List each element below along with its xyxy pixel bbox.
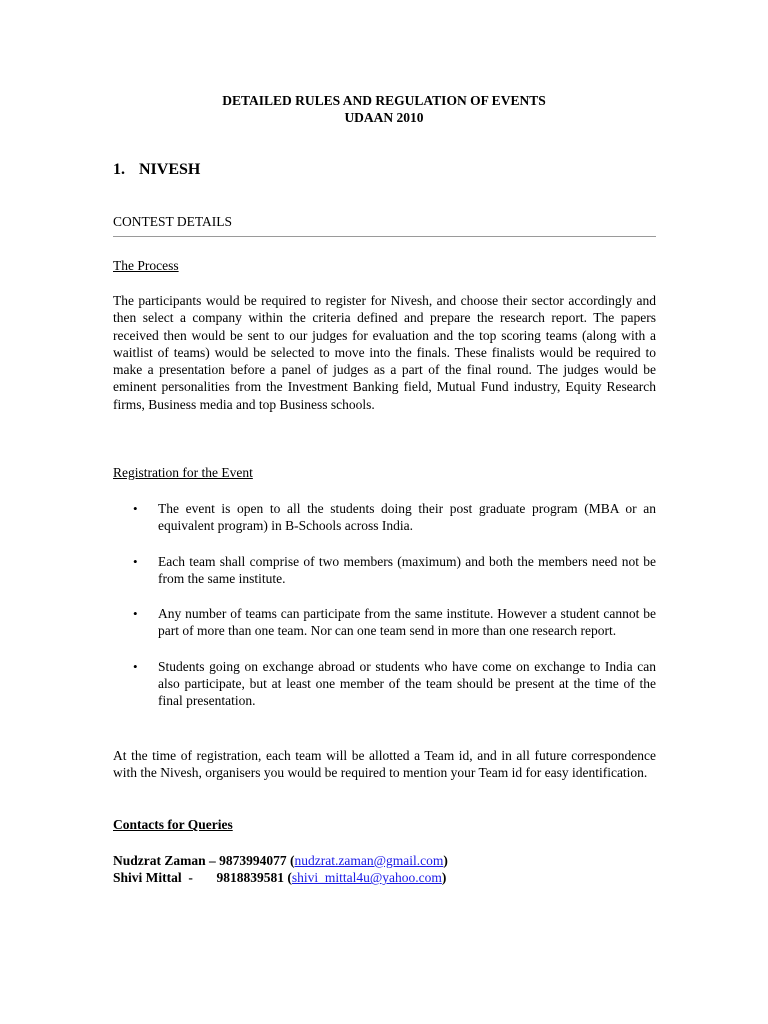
contest-details-header [113, 214, 656, 237]
contacts-block [113, 852, 448, 887]
section-heading [113, 161, 200, 179]
bullet-icon: • [133, 553, 138, 569]
title-line-1: DETAILED RULES AND REGULATION OF EVENTS [222, 93, 546, 108]
contact-suffix: ) [443, 853, 448, 868]
process-heading: The Process [113, 258, 179, 273]
rule-text: Any number of teams can participate from the same institute. However a student cannot be part of more than one team. Nor can one team send in more than one research report. [158, 606, 656, 639]
registration-rules-list [113, 500, 656, 728]
list-item [113, 605, 656, 640]
contest-details-label: CONTEST DETAILS [113, 214, 656, 237]
contact-suffix: ) [441, 870, 447, 886]
document-title [0, 92, 768, 126]
section-name: NIVESH [139, 161, 201, 178]
rule-text: Students going on exchange abroad or students who have come on exchange to India can also participate, but at least one member of the team should be present at the time of the final presentation. [158, 658, 656, 709]
rule-text: The event is open to all the students doing their post graduate program (MBA or an equivalent program) in B-Schools across India. [158, 501, 656, 534]
registration-closing-paragraph: At the time of registration, each team will be allotted a Team id, and in all future correspondence with the Nivesh, organisers you would be required to mention your Team id for easy identification. [113, 748, 656, 781]
title-line-2: UDAAN 2010 [344, 110, 424, 125]
registration-heading: Registration for the Event [113, 465, 253, 480]
contact-line [113, 852, 448, 869]
bullet-icon: • [133, 606, 138, 622]
bullet-icon: • [133, 501, 138, 516]
contact-line [113, 869, 448, 886]
list-item [113, 658, 656, 710]
queries-heading: Contacts for Queries [113, 817, 233, 832]
list-item [113, 553, 656, 588]
email-link[interactable]: shivi_mittal4u@yahoo.com [291, 870, 442, 886]
process-paragraph: The participants would be required to register for Nivesh, and choose their sector accordingly and then select a company within the criteria defined and prepare the research report. The papers received then would be sent to our judges for evaluation and the top scoring teams (along with a waitlist of teams) would be selected to move into the finals. These finalists would be required to make a presentation before a panel of judges as a part of the final round. The judges would be eminent personalities from the Investment Banking field, Mutual Fund industry, Equity Research firms, Business media and top Business schools. [113, 293, 656, 412]
section-number: 1. [113, 161, 125, 178]
email-link[interactable]: nudzrat.zaman@gmail.com [294, 853, 444, 868]
bullet-icon: • [133, 658, 138, 674]
contact-name-phone: Nudzrat Zaman – 9873994077 ( [113, 853, 295, 868]
rule-text: Each team shall comprise of two members (maximum) and both the members need not be from the same institute. [158, 553, 656, 586]
contact-name-phone: Shivi Mittal - 9818839581 ( [113, 870, 292, 886]
list-item [113, 500, 656, 535]
